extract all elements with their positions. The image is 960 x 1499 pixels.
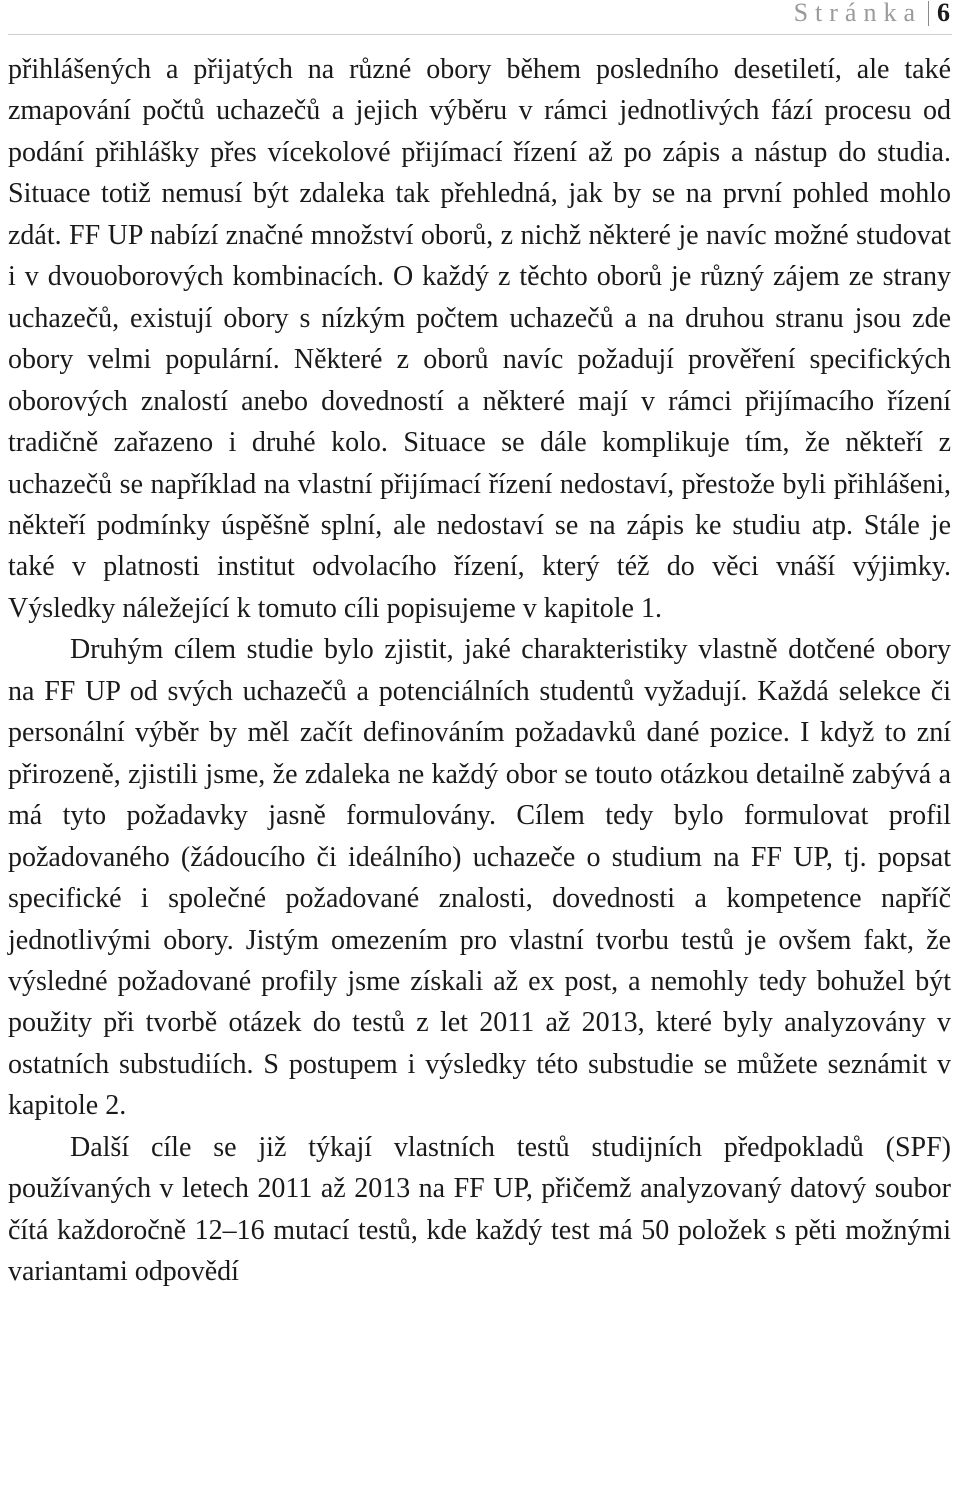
paragraph-2: Druhým cílem studie bylo zjistit, jaké charakteristiky vlastně dotčené obory na FF UP od svých uchazečů a potenciálních studentů vyžadují. Každá selekce či personální výběr by měl začít definováním požadavků dané pozice. I když to zní přirozeně, zjistili jsme, že zdaleka ne každý obor se touto otázkou detailně zabývá a má tyto požadavky jasně formulovány. Cílem tedy bylo formulovat profil požadovaného (žádoucího či ideálního) uchazeče o studium na FF UP, tj. popsat specifické i společné požadované znalosti, dovednosti a kompetence napříč jednotlivými obory. Jistým omezením pro vlastní tvorbu testů je ovšem fakt, že výsledné požadované profily jsme získali až ex post, a nemohly tedy bohužel být použity při tvorbě otázek do testů z let 2011 až 2013, které byly analyzovány v ostatních substudiích. S postupem i výsledky této substudie se můžete seznámit v kapitole 2. <box>8 634 951 1122</box>
page-number: 6 <box>937 0 950 27</box>
page-label: Stránka <box>793 0 922 27</box>
document-body <box>8 49 951 1293</box>
paragraph-1: přihlášených a přijatých na různé obory během posledního desetiletí, ale také zmapování počtů uchazečů a jejich výběru v rámci jednotlivých fází procesu od podání přihlášky přes vícekolové přijímací řízení až po zápis a nástup do studia. Situace totiž nemusí být zdaleka tak přehledná, jak by se na první pohled mohlo zdát. FF UP nabízí značné množství oborů, z nichž některé je navíc možné studovat i v dvouoborových kombinacích. O každý z těchto oborů je různý zájem ze strany uchazečů, existují obory s nízkým počtem uchazečů a na druhou stranu jsou zde obory velmi populární. Některé z oborů navíc požadují prověření specifických oborových znalostí anebo dovedností a některé mají v rámci přijímacího řízení tradičně zařazeno i druhé kolo. Situace se dále komplikuje tím, že někteří z uchazečů se například na vlastní přijímací řízení nedostaví, přestože byli přihlášeni, někteří podmínky úspěšně splní, ale nedostaví se na zápis ke studiu atp. Stále je také v platnosti institut odvolacího řízení, který též do věci vnáší výjimky. Výsledky náležející k tomuto cíli popisujeme v kapitole 1. <box>8 54 951 624</box>
page-separator <box>928 1 929 26</box>
page-indicator <box>794 0 950 29</box>
paragraph-3: Další cíle se již týkají vlastních testů studijních předpokladů (SPF) používaných v letech 2011 až 2013 na FF UP, přičemž analyzovaný datový soubor čítá každoročně 12–16 mutací testů, kde každý test má 50 položek s pěti možnými variantami odpovědí <box>8 1131 951 1288</box>
page-header <box>8 0 952 35</box>
